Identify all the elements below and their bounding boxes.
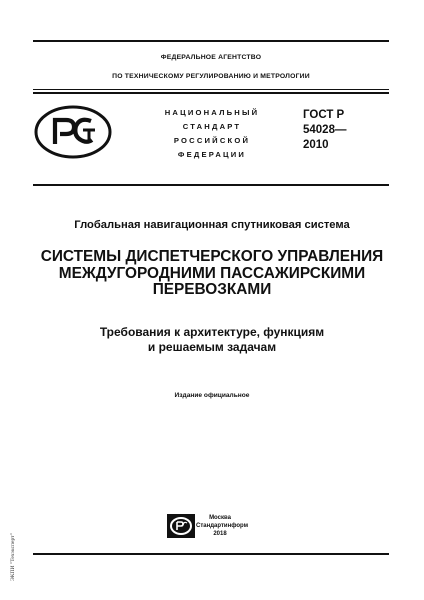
gost-line-3: 2010 xyxy=(303,139,329,151)
main-title-line-1: СИСТЕМЫ ДИСПЕТЧЕРСКОГО УПРАВЛЕНИЯ xyxy=(40,248,384,265)
ns-line-4: ФЕДЕРАЦИИ xyxy=(177,150,247,159)
ns-line-2: СТАНДАРТ xyxy=(182,122,242,131)
publisher-name: Стандартинформ xyxy=(196,523,249,530)
header-rule-thick xyxy=(33,92,389,94)
header-rule-thin xyxy=(33,89,389,90)
publisher-info xyxy=(196,514,249,539)
subtitle-line-2: и решаемым задачам xyxy=(147,339,277,354)
middle-rule xyxy=(33,184,389,186)
top-rule xyxy=(33,40,389,42)
subtitle-line-1: Требования к архитектуре, функциям xyxy=(99,325,325,339)
publisher-city: Москва xyxy=(209,515,231,521)
edition-label: Издание официальное xyxy=(174,392,250,399)
title-system: Глобальная навигационная спутниковая система xyxy=(74,219,350,231)
ns-line-1: НАЦИОНАЛЬНЫЙ xyxy=(164,108,260,117)
main-title-line-2: МЕЖДУГОРОДНИМИ ПАССАЖИРСКИМИ xyxy=(58,264,366,282)
gost-number xyxy=(303,108,346,153)
side-watermark-note: ЭКПИ "Техэксперт" xyxy=(10,533,16,581)
agency-line-1: ФЕДЕРАЛЬНОЕ АГЕНТСТВО xyxy=(160,54,262,61)
national-standard-label xyxy=(140,106,284,162)
agency-line-2: ПО ТЕХНИЧЕСКОМУ РЕГУЛИРОВАНИЮ И МЕТРОЛОГИИ xyxy=(112,73,310,80)
main-title xyxy=(0,249,424,299)
subtitle xyxy=(0,325,424,354)
publisher-year: 2018 xyxy=(213,531,227,538)
main-title-line-3: ПЕРЕВОЗКАМИ xyxy=(152,281,272,298)
rst-certification-logo-icon xyxy=(33,104,113,165)
ns-line-3: РОССИЙСКОЙ xyxy=(173,136,251,145)
gost-line-1: ГОСТ Р xyxy=(303,109,345,121)
standartinform-logo-icon xyxy=(166,513,196,544)
gost-line-2: 54028— xyxy=(303,124,347,136)
bottom-rule xyxy=(33,553,389,555)
